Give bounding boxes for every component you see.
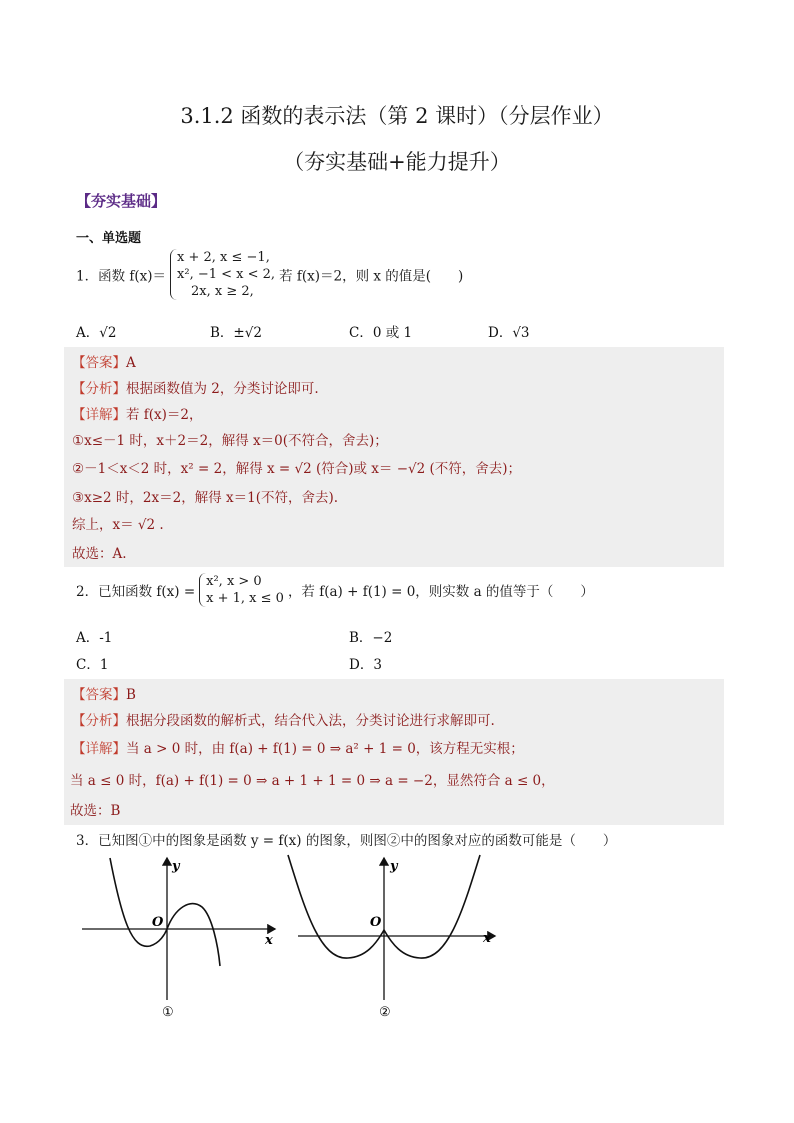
- q2-case-1: x², x > 0: [206, 574, 262, 589]
- page-subtitle: （夯实基础+能力提升）: [283, 150, 511, 174]
- q1-suffix: 若 f(x)＝2，则 x 的值是( ): [279, 268, 464, 285]
- q1-conclusion: 综上，x＝ √2 .: [72, 517, 164, 533]
- q1-detail: 【详解】若 f(x)＝2，: [72, 407, 203, 423]
- q1-option-c: C．0 或 1: [349, 325, 413, 341]
- q1-step-2: ②－1＜x＜2 时，x² = 2，解得 x = √2 (符合)或 x＝ −√2 (不符，舍去)；: [72, 461, 522, 477]
- q1-step-1: ①x≤－1 时，x＋2＝2，解得 x＝0(不符合，舍去)；: [72, 433, 388, 449]
- fig1-origin: O: [152, 915, 164, 930]
- q2-piecewise: [199, 573, 284, 607]
- subsection-label: 一、单选题: [76, 231, 142, 246]
- q2-suffix: ，若 f(a) + f(1) = 0，则实数 a 的值等于（ ）: [287, 584, 594, 600]
- q1-analysis: 【分析】根据函数值为 2，分类讨论即可.: [72, 381, 319, 397]
- q2-option-c: C．1: [76, 657, 109, 673]
- q1-option-b: B．±√2: [210, 325, 262, 341]
- fig2-y-label: y: [390, 859, 398, 874]
- q2-analysis: 【分析】根据分段函数的解析式，结合代入法，分类讨论进行求解即可.: [72, 713, 495, 729]
- q2-option-d: D．3: [349, 657, 382, 673]
- q2-option-a: A．-1: [76, 630, 113, 646]
- q1-prefix: 1．函数 f(x)＝: [76, 268, 167, 285]
- section-label: 【夯实基础】: [76, 192, 167, 210]
- fig1-label: ①: [162, 1005, 174, 1020]
- q1-step-3: ③x≥2 时，2x＝2，解得 x＝1(不符，舍去).: [72, 490, 339, 506]
- question-3: 3．已知图①中的图象是函数 y = f(x) 的图象，则图②中的图象对应的函数可能是（ ）: [76, 833, 617, 849]
- fig2-origin: O: [370, 915, 382, 930]
- q2-choice: 故选：B: [70, 803, 121, 819]
- q1-case-1: x + 2, x ≤ −1,: [177, 250, 270, 265]
- q1-answer: 【答案】A: [72, 355, 136, 371]
- q2-step-2: 当 a ≤ 0 时，f(a) + f(1) = 0 ⇒ a + 1 + 1 = 0 ⇒ a = −2，显然符合 a ≤ 0，: [70, 773, 555, 789]
- fig2-x-label: x: [483, 931, 491, 946]
- q1-option-a: A．√2: [76, 325, 117, 341]
- q1-choice: 故选：A.: [72, 546, 127, 562]
- figure-2: [288, 855, 495, 1020]
- figure-1: [82, 858, 275, 1020]
- q2-answer: 【答案】B: [72, 687, 136, 703]
- q1-piecewise: [170, 249, 275, 300]
- fig1-x-label: x: [265, 933, 273, 948]
- q2-answer-box: [64, 679, 724, 825]
- q2-option-b: B．−2: [349, 630, 393, 646]
- fig1-curve: [110, 858, 220, 966]
- q1-case-3: 2x, x ≥ 2,: [191, 284, 254, 299]
- q1-answer-box: [64, 347, 724, 567]
- fig2-label: ②: [379, 1005, 391, 1020]
- question-2: [76, 573, 594, 607]
- fig1-y-label: y: [172, 859, 180, 874]
- q2-case-2: x + 1, x ≤ 0: [206, 591, 284, 606]
- q2-prefix: 2．已知函数 f(x) =: [76, 584, 196, 600]
- q1-option-d: D．√3: [488, 325, 530, 341]
- question-1: [76, 249, 463, 300]
- q2-detail: 【详解】当 a > 0 时，由 f(a) + f(1) = 0 ⇒ a² + 1 = 0，该方程无实根；: [72, 741, 524, 757]
- page-title: 3.1.2 函数的表示法（第 2 课时）（分层作业）: [180, 104, 614, 128]
- q3-figures: [70, 850, 520, 1025]
- q1-case-2: x², −1 < x < 2,: [177, 267, 276, 282]
